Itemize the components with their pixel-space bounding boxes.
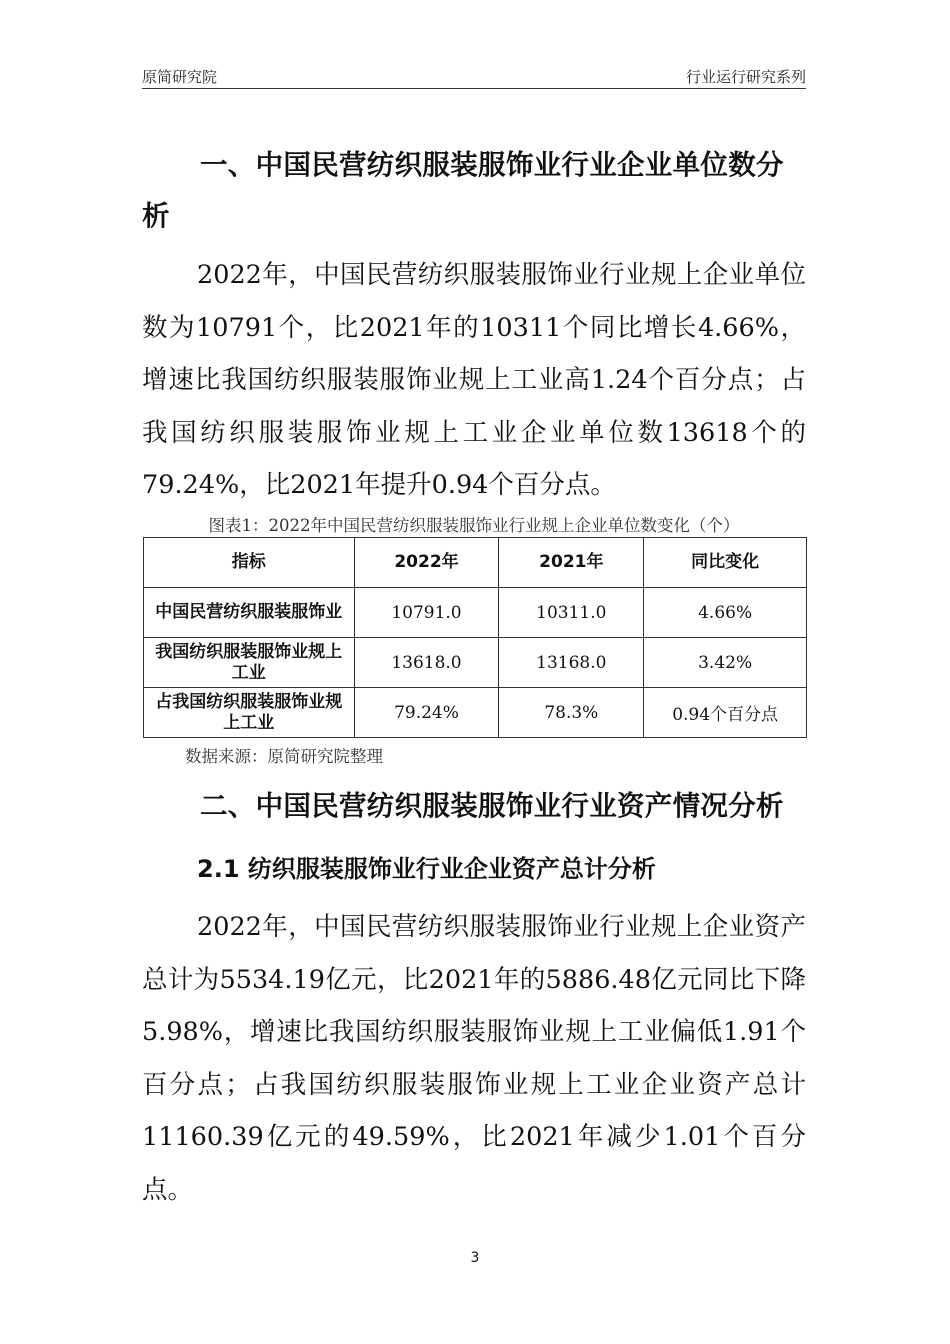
- section2-subtitle: 2.1 纺织服装服饰业行业企业资产总计分析: [197, 855, 656, 883]
- header-divider: [142, 88, 806, 89]
- header-cell: 2021年: [499, 538, 644, 588]
- value-cell: 4.66%: [644, 588, 807, 638]
- header-right: 行业运行研究系列: [685, 68, 806, 86]
- indicator-cell: 中国民营纺织服装服饰业: [144, 588, 355, 638]
- table-row: [144, 588, 807, 638]
- section2-title: 二、中国民营纺织服装服饰业行业资产情况分析: [200, 790, 784, 822]
- value-cell: 79.24%: [354, 688, 499, 738]
- data-table: [143, 537, 807, 738]
- section2-paragraph: 2022年，中国民营纺织服装服饰业行业规上企业资产总计为5534.19亿元，比2021年的5886.48亿元同比下降5.98%，增速比我国纺织服装服饰业规上工业偏低1.91个百分点；占我国纺织服装服饰业规上工业企业资产总计11160.39亿元的49.59%，比2021年减少1.01个百分点。: [142, 912, 806, 1205]
- section1-paragraph: 2022年，中国民营纺织服装服饰业行业规上企业单位数为10791个，比2021年的10311个同比增长4.66%，增速比我国纺织服装服饰业规上工业高1.24个百分点；占我国纺织服装服饰业规上工业企业单位数13618个的79.24%，比2021年提升0.94个百分点。: [142, 260, 806, 500]
- page-number: 3: [470, 1250, 480, 1266]
- header-cell: 同比变化: [644, 538, 807, 588]
- value-cell: 13618.0: [354, 638, 499, 688]
- header-cell: 2022年: [354, 538, 499, 588]
- table-header-row: [144, 538, 807, 588]
- value-cell: 3.42%: [644, 638, 807, 688]
- table-caption: 图表1：2022年中国民营纺织服装服饰业行业规上企业单位数变化（个）: [208, 516, 740, 535]
- table-row: [144, 688, 807, 738]
- indicator-cell: 占我国纺织服装服饰业规上工业: [144, 688, 355, 738]
- table-row: [144, 638, 807, 688]
- header-left: 原简研究院: [142, 68, 218, 86]
- section1-title: 一、中国民营纺织服装服饰业行业企业单位数分析: [142, 149, 784, 232]
- header-cell: 指标: [144, 538, 355, 588]
- table-source: 数据来源：原简研究院整理: [185, 747, 383, 766]
- value-cell: 10311.0: [499, 588, 644, 638]
- value-cell: 0.94个百分点: [644, 688, 807, 738]
- value-cell: 10791.0: [354, 588, 499, 638]
- value-cell: 13168.0: [499, 638, 644, 688]
- value-cell: 78.3%: [499, 688, 644, 738]
- indicator-cell: 我国纺织服装服饰业规上工业: [144, 638, 355, 688]
